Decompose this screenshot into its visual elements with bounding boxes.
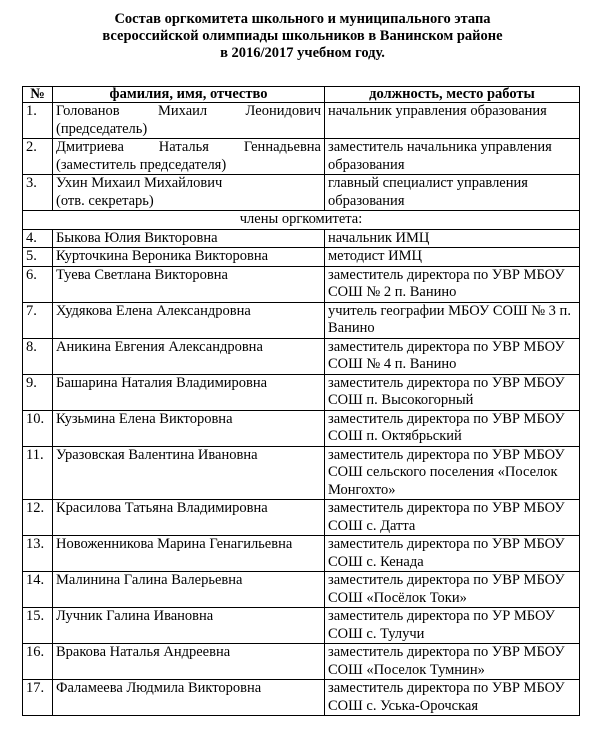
row-number: 4. xyxy=(23,229,53,248)
table-row xyxy=(23,446,580,500)
row-number: 15. xyxy=(23,608,53,644)
table-row xyxy=(23,572,580,608)
row-position: заместитель директора по УВР МБОУ СОШ п. Октябрьский xyxy=(325,410,580,446)
row-number: 14. xyxy=(23,572,53,608)
row-name-line: Дмитриева Наталья Геннадьевна xyxy=(56,139,321,155)
row-name: Вракова Наталья Андреевна xyxy=(53,644,325,680)
row-position: заместитель директора по УВР МБОУ СОШ с. Датта xyxy=(325,500,580,536)
row-number: 12. xyxy=(23,500,53,536)
row-position xyxy=(325,139,580,175)
row-position: заместитель директора по УВР МБОУ СОШ № 4 п. Ванино xyxy=(325,338,580,374)
title-line-3: в 2016/2017 учебном году. xyxy=(220,45,385,61)
table-row xyxy=(23,608,580,644)
row-position-line: начальник управления образования xyxy=(328,103,547,119)
row-name xyxy=(53,175,325,211)
row-name: Быкова Юлия Викторовна xyxy=(53,229,325,248)
table-row xyxy=(23,500,580,536)
row-name: Фаламеева Людмила Викторовна xyxy=(53,680,325,716)
row-number: 10. xyxy=(23,410,53,446)
header-number: № xyxy=(23,87,53,103)
row-number: 5. xyxy=(23,248,53,267)
committee-table xyxy=(22,86,580,716)
document-title xyxy=(0,11,605,62)
section-members-label: члены оргкомитета: xyxy=(23,211,580,230)
row-number: 9. xyxy=(23,374,53,410)
row-position: заместитель директора по УВР МБОУ СОШ «Поселок Тумнин» xyxy=(325,644,580,680)
table-row xyxy=(23,644,580,680)
row-name xyxy=(53,139,325,175)
row-number: 6. xyxy=(23,266,53,302)
row-position-line: образования xyxy=(328,156,405,173)
row-name-line: Ухин Михаил Михайлович xyxy=(56,175,223,191)
row-name: Худякова Елена Александровна xyxy=(53,302,325,338)
table-header-row xyxy=(23,87,580,103)
title-line-1: Состав оргкомитета школьного и муниципального этапа xyxy=(114,11,491,27)
row-position: заместитель директора по УВР МБОУ СОШ с. Уська-Орочская xyxy=(325,680,580,716)
row-number: 11. xyxy=(23,446,53,500)
row-number: 17. xyxy=(23,680,53,716)
row-position: заместитель директора по УВР МБОУ СОШ с. Кенада xyxy=(325,536,580,572)
row-name: Туева Светлана Викторовна xyxy=(53,266,325,302)
table-row xyxy=(23,248,580,267)
table-row xyxy=(23,680,580,716)
table-row xyxy=(23,175,580,211)
row-name-line: Голованов Михаил Леонидович xyxy=(56,103,321,119)
row-name: Аникина Евгения Александровна xyxy=(53,338,325,374)
row-role: (отв. секретарь) xyxy=(56,192,154,209)
row-position: учитель географии МБОУ СОШ № 3 п. Ванино xyxy=(325,302,580,338)
row-name: Лучник Галина Ивановна xyxy=(53,608,325,644)
row-number: 8. xyxy=(23,338,53,374)
row-name: Малинина Галина Валерьевна xyxy=(53,572,325,608)
row-name: Башарина Наталия Владимировна xyxy=(53,374,325,410)
row-position-line: заместитель начальника управления xyxy=(328,139,552,155)
row-name: Кузьмина Елена Викторовна xyxy=(53,410,325,446)
row-name: Курточкина Вероника Викторовна xyxy=(53,248,325,267)
header-position: должность, место работы xyxy=(325,87,580,103)
row-position: заместитель директора по УВР МБОУ СОШ п. Высокогорный xyxy=(325,374,580,410)
section-row xyxy=(23,211,580,230)
row-position: начальник ИМЦ xyxy=(325,229,580,248)
row-position: методист ИМЦ xyxy=(325,248,580,267)
row-position xyxy=(325,103,580,139)
row-position: заместитель директора по УР МБОУ СОШ с. Тулучи xyxy=(325,608,580,644)
row-number: 2. xyxy=(23,139,53,175)
title-line-2: всероссийской олимпиады школьников в Ванинском районе xyxy=(102,28,503,44)
table-row xyxy=(23,229,580,248)
row-number: 13. xyxy=(23,536,53,572)
row-name: Красилова Татьяна Владимировна xyxy=(53,500,325,536)
table-row xyxy=(23,338,580,374)
row-number: 3. xyxy=(23,175,53,211)
row-position xyxy=(325,175,580,211)
table-row xyxy=(23,302,580,338)
row-number: 1. xyxy=(23,103,53,139)
table-row xyxy=(23,410,580,446)
row-role: (заместитель председателя) xyxy=(56,156,227,173)
members-body xyxy=(23,229,580,716)
row-position: заместитель директора по УВР МБОУ СОШ сельского поселения «Поселок Монгохто» xyxy=(325,446,580,500)
row-position: заместитель директора по УВР МБОУ СОШ «Посёлок Токи» xyxy=(325,572,580,608)
row-position-line: главный специалист управления xyxy=(328,175,528,191)
row-name: Уразовская Валентина Ивановна xyxy=(53,446,325,500)
row-name: Новоженникова Марина Генагильевна xyxy=(53,536,325,572)
table-row xyxy=(23,139,580,175)
row-number: 16. xyxy=(23,644,53,680)
table-row xyxy=(23,536,580,572)
header-full-name: фамилия, имя, отчество xyxy=(53,87,325,103)
row-position-line: образования xyxy=(328,192,405,209)
row-position: заместитель директора по УВР МБОУ СОШ № 2 п. Ванино xyxy=(325,266,580,302)
table-row xyxy=(23,266,580,302)
row-name xyxy=(53,103,325,139)
table-row xyxy=(23,103,580,139)
row-number: 7. xyxy=(23,302,53,338)
table-row xyxy=(23,374,580,410)
row-role: (председатель) xyxy=(56,120,148,137)
